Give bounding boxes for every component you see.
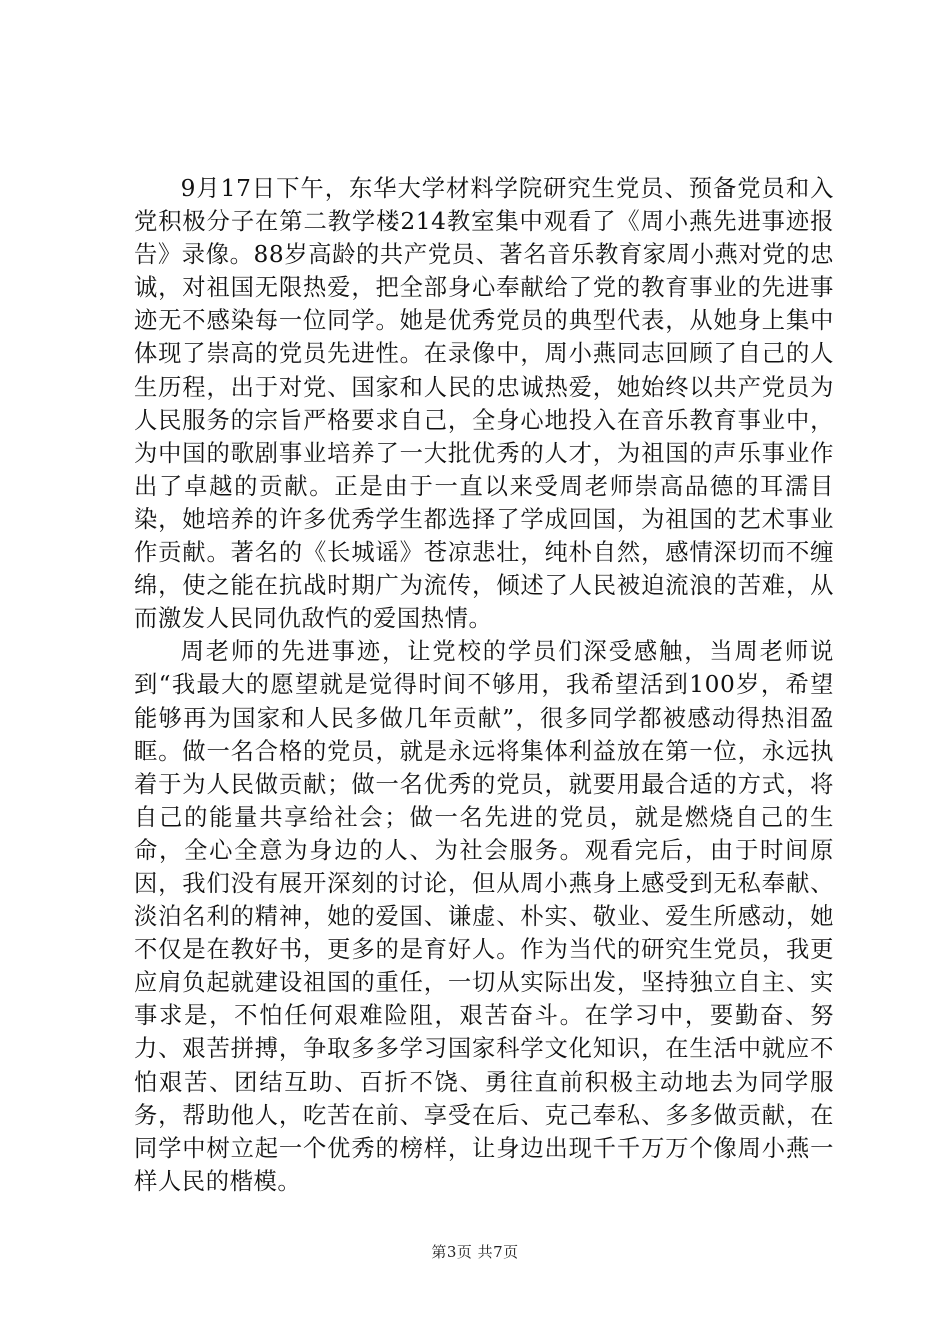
page-footer: 第3页 共7页 — [431, 1243, 519, 1261]
paragraph-1: 9月17日下午，东华大学材料学院研究生党员、预备党员和入党积极分子在第二教学楼214教室集中观看了《周小燕先进事迹报告》录像。88岁高龄的共产党员、著名音乐教育家周小燕对党的忠诚，对祖国无限热爱，把全部身心奉献给了党的教育事业的先进事迹无不感染每一位同学。她是优秀党员的典型代表，从她身上集中体现了崇高的党员先进性。在录像中，周小燕同志回顾了自己的人生历程，出于对党、国家和人民的忠诚热爱，她始终以共产党员为人民服务的宗旨严格要求自己，全身心地投入在音乐教育事业中，为中国的歌剧事业培养了一大批优秀的人才，为祖国的声乐事业作出了卓越的贡献。正是由于一直以来受周老师崇高品德的耳濡目染，她培养的许多优秀学生都选择了学成回国，为祖国的艺术事业作贡献。著名的《长城谣》苍凉悲壮，纯朴自然，感情深切而不缠绵，使之能在抗战时期广为流传，倾述了人民被迫流浪的苦难，从而激发人民同仇敌忾的爱国热情。 — [134, 175, 834, 633]
document-body — [134, 172, 834, 1198]
paragraph-2: 周老师的先进事迹，让党校的学员们深受感触，当周老师说到“我最大的愿望就是觉得时间不够用，我希望活到100岁，希望能够再为国家和人民多做几年贡献”，很多同学都被感动得热泪盈眶。做一名合格的党员，就是永远将集体利益放在第一位，永远执着于为人民做贡献；做一名优秀的党员，就要用最合适的方式，将自己的能量共享给社会；做一名先进的党员，就是燃烧自己的生命，全心全意为身边的人、为社会服务。观看完后，由于时间原因，我们没有展开深刻的讨论，但从周小燕身上感受到无私奉献、淡泊名利的精神，她的爱国、谦虚、朴实、敬业、爱生所感动，她不仅是在教好书，更多的是育好人。作为当代的研究生党员，我更应肩负起就建设祖国的重任，一切从实际出发，坚持独立自主、实事求是，不怕任何艰难险阻，艰苦奋斗。在学习中，要勤奋、努力、艰苦拼搏，争取多多学习国家科学文化知识，在生活中就应不怕艰苦、团结互助、百折不饶、勇往直前积极主动地去为同学服务，帮助他人，吃苦在前、享受在后、克己奉私、多多做贡献，在同学中树立起一个优秀的榜样，让身边出现千千万万个像周小燕一样人民的楷模。 — [134, 638, 834, 1195]
